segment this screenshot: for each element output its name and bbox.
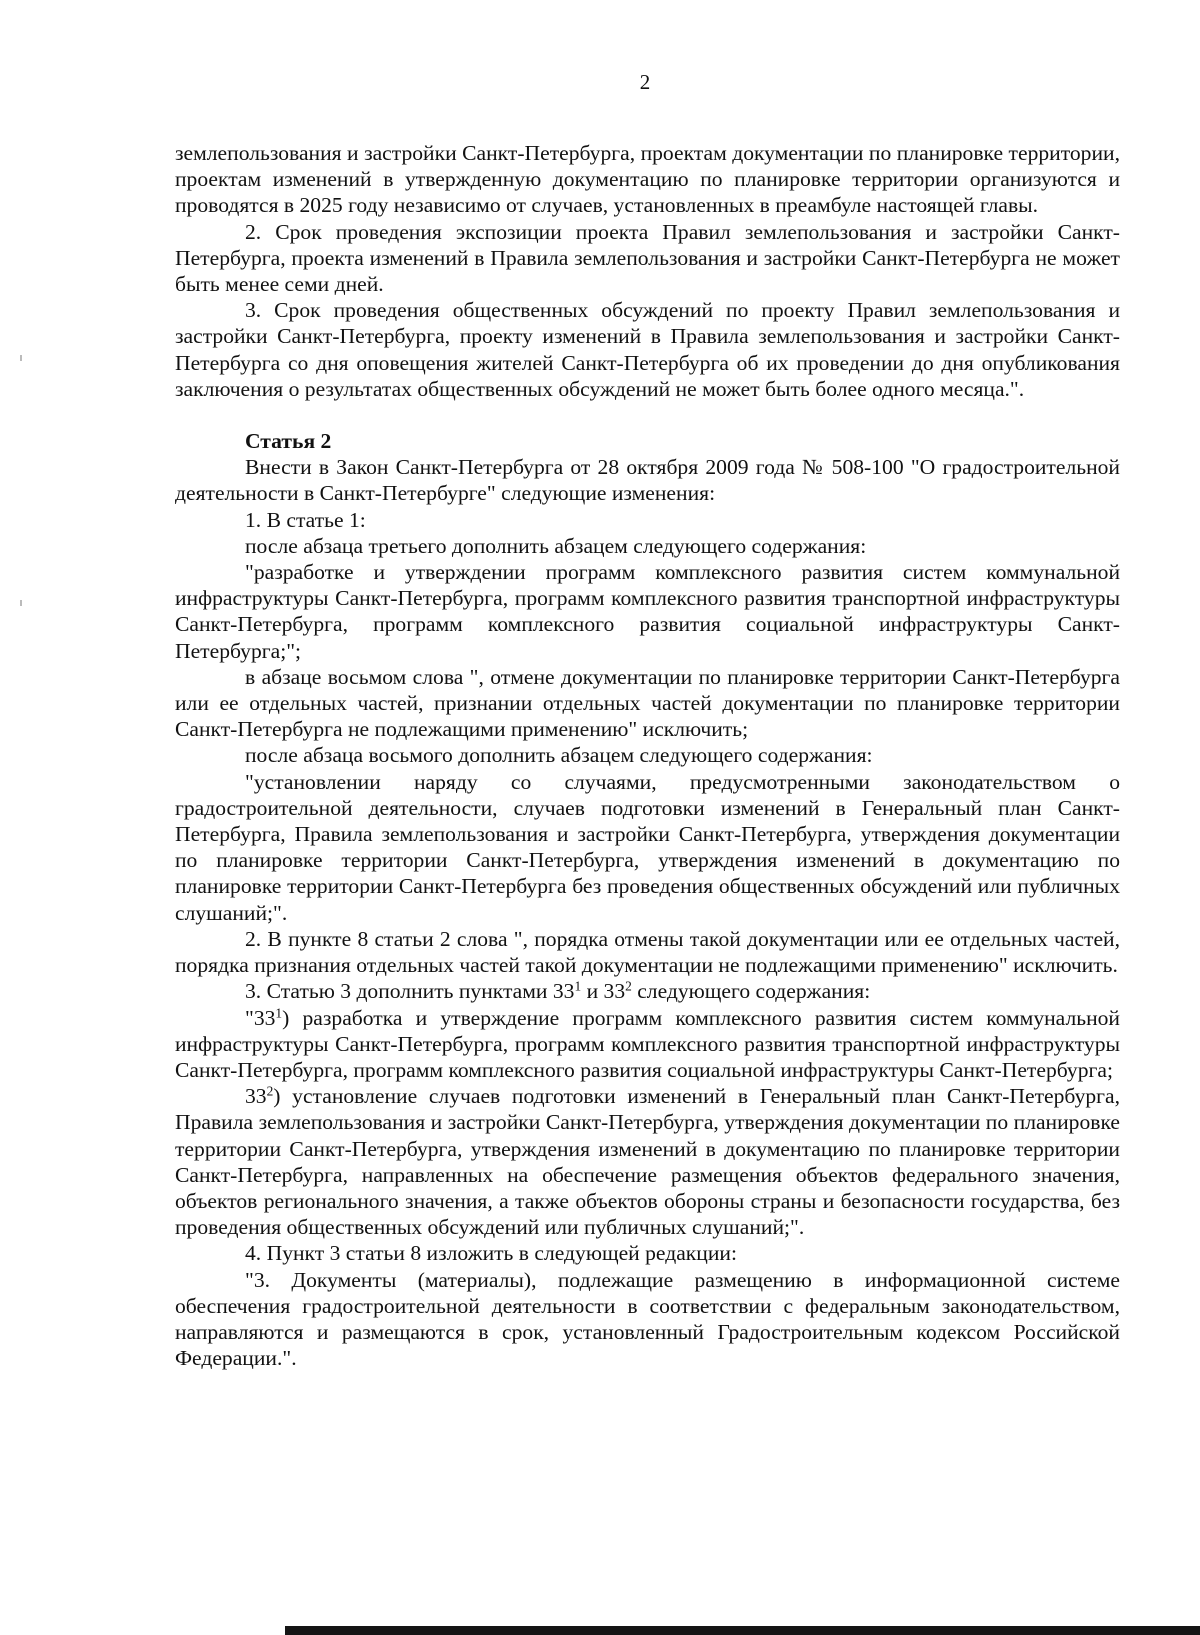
item3-sup1: 1: [574, 978, 582, 994]
paragraph-amendment-intro: Внести в Закон Санкт-Петербурга от 28 октября 2009 года № 508-100 "О градостроительной деятельности в Санкт-Петербурге" следующие изменения:: [175, 455, 1120, 506]
paragraph-item-3: 3. Срок проведения общественных обсуждений по проекту Правил землепользования и застройки Санкт-Петербурга, проекту изменений в Правила землепользования и застройки Санкт-Петербурга со дня оповещения жителей Санкт-Петербурга об их проведении до дня опубликования заключения о результатах общественных обсуждений не может быть более одного месяца.".: [175, 298, 1120, 401]
paragraph-documents: "3. Документы (материалы), подлежащие размещению в информационной системе обеспечения градостроительной деятельности в соответствии с федеральным законодательством, направляются и размещаются в срок, установленный Градостроительным кодексом Российской Федерации.".: [175, 1267, 1120, 1371]
paragraph-establish-cases: "установлении наряду со случаями, предусмотренными законодательством о градостроительной деятельности, случаев подготовки изменений в Генеральный план Санкт-Петербурга, Правила землепользования и застройки Санкт-Петербурга, утверждения документации по планировке территории Санкт-Петербурга, утверждения изменений в документацию по планировке территории Санкт-Петербурга без проведения общественных обсуждений или публичных слушаний;".: [175, 769, 1120, 925]
document-body: [175, 140, 1120, 1371]
scan-edge-bar: [285, 1626, 1200, 1635]
paragraph-point-33-2: [175, 1083, 1120, 1240]
item3-prefix: 3. Статью 3 дополнить пунктами 33: [245, 979, 575, 1004]
scan-speck: [20, 355, 22, 361]
page-number: 2: [639, 70, 651, 94]
item3-suffix: следующего содержания:: [637, 979, 871, 1004]
paragraph-item-3-article3: [175, 978, 1120, 1004]
paragraph-item-2: 2. Срок проведения экспозиции проекта Правил землепользования и застройки Санкт-Петербурга, проекта изменений в Правила землепользования и застройки Санкт-Петербурга не может быть менее семи дней.: [175, 219, 1120, 297]
paragraph-after-eighth: после абзаца восьмого дополнить абзацем следующего содержания:: [245, 743, 873, 768]
point33-2-text: ) установление случаев подготовки изменений в Генеральный план Санкт-Петербурга, Правила землепользования и застройки Санкт-Петербурга, утверждения документации по планировке территории Санкт-Петербурга, утверждения изменений в документацию по планировке территории Санкт-Петербурга, направленных на обеспечение размещения объектов федерального значения, объектов регионального значения, а также объектов обороны страны и безопасности государства, без проведения общественных обсуждений или публичных слушаний;".: [175, 1084, 1120, 1240]
article-heading: Статья 2: [245, 429, 332, 454]
paragraph-after-third: после абзаца третьего дополнить абзацем следующего содержания:: [245, 533, 867, 558]
paragraph-item-4: 4. Пункт 3 статьи 8 изложить в следующей редакции:: [245, 1241, 737, 1266]
point33-2-number: 33: [245, 1084, 267, 1109]
scan-speck: [20, 600, 22, 606]
paragraph-article1: 1. В статье 1:: [245, 507, 366, 532]
item3-sup2: 2: [625, 978, 632, 994]
point33-1-number: "33: [245, 1005, 276, 1030]
paragraph-continuation: землепользования и застройки Санкт-Петербурга, проектам документации по планировке территории, проектам изменений в утвержденную документацию по планировке территории организуются и проводятся в 2025 году независимо от случаев, установленных в преамбуле настоящей главы.: [175, 141, 1120, 218]
point33-2-sup: 2: [266, 1083, 274, 1099]
paragraph-item-2-article2: 2. В пункте 8 статьи 2 слова ", порядка отмены такой документации или ее отдельных частей, порядка признания отдельных частей такой документации не подлежащими применению" исключить.: [175, 926, 1120, 978]
item3-middle: и 33: [581, 979, 626, 1004]
paragraph-point-33-1: [175, 1005, 1120, 1084]
point33-1-sup: 1: [275, 1005, 283, 1021]
paragraph-eighth: в абзаце восьмом слова ", отмене документации по планировке территории Санкт-Петербурга или ее отдельных частей, признании отдельных частей документации по планировке территории Санкт-Петербурга не подлежащими применению" исключить;: [175, 664, 1120, 742]
paragraph-programs: "разработке и утверждении программ комплексного развития систем коммунальной инфраструктуры Санкт-Петербурга, программ комплексного развития транспортной инфраструктуры Санкт-Петербурга, программ комплексного развития социальной инфраструктуры Санкт-Петербурга;";: [175, 560, 1120, 663]
point33-1-text: ) разработка и утверждение программ комплексного развития систем коммунальной инфраструктуры Санкт-Петербурга, программ комплексного развития транспортной инфраструктуры Санкт-Петербурга, программ комплексного развития социальной инфраструктуры Санкт-Петербурга;: [175, 1005, 1120, 1082]
